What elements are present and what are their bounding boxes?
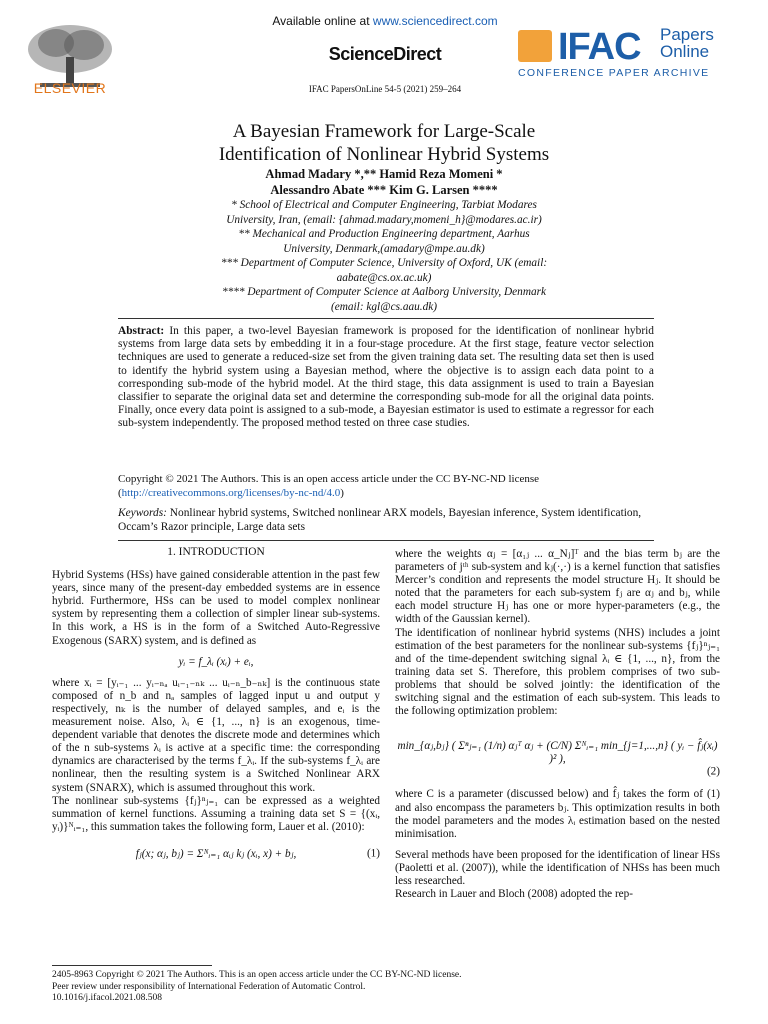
ifac-archive-caption: CONFERENCE PAPER ARCHIVE [518, 67, 710, 79]
affiliations [60, 198, 708, 314]
ifac-emblem-icon [518, 30, 552, 62]
affiliation-line: aabate@cs.ox.ac.uk) [336, 271, 432, 284]
section-title-introduction: 1. INTRODUCTION [167, 546, 265, 558]
footer [52, 970, 720, 1005]
footer-rule [52, 965, 212, 966]
copyright-notice [118, 472, 654, 500]
equation-2 [395, 740, 720, 778]
keywords-bottom-rule [118, 540, 654, 541]
keywords [118, 506, 654, 534]
copyright-line: Copyright © 2021 The Authors. This is an open access article under the CC BY-NC-ND license [118, 473, 539, 485]
keywords-text: Nonlinear hybrid systems, Switched nonlinear ARX models, Bayesian inference, System identification, Occam’s Razor principle, Large data sets [118, 507, 642, 533]
close-paren: ) [340, 487, 344, 499]
affiliation-line: University, Denmark,(amadary@mpe.au.dk) [283, 242, 485, 255]
sciencedirect-wordmark: ScienceDirect [328, 44, 442, 64]
affiliation-line: University, Iran, (email: {ahmad.madary,momeni_h}@modares.ac.ir) [226, 213, 542, 226]
footer-issn-copyright: 2405-8963 Copyright © 2021 The Authors. This is an open access article under the CC BY-NC-ND license. [52, 970, 462, 980]
paper-title [60, 120, 708, 166]
right-paragraph-1: where the weights αⱼ = [α₁ⱼ ... α_Nⱼ]ᵀ and the bias term bⱼ are the parameters of jᵗʰ sub-system and kⱼ(·,·) is a kernel function that satisfies Mercer’s condition and represents the model structure Hⱼ. It should be noted that the parameters for each sub-system fⱼ are αⱼ and bⱼ, while each model structure Hⱼ has one or more hyper-parameters (e.g., the width of the Gaussian kernel). [395, 548, 720, 626]
keywords-label: Keywords: [118, 507, 167, 519]
abstract [118, 325, 654, 431]
right-paragraph-4: Several methods have been proposed for the identification of linear HSs (Paoletti et al. (2007)), while the identification of NHSs has been much less researched. [395, 848, 720, 887]
right-paragraph-2: The identification of nonlinear hybrid systems (NHS) includes a joint estimation of the best parameters for the nonlinear sub-systems {fⱼ}ⁿⱼ₌₁ and of the time-dependent switching signal λᵢ ∈ {1, ..., n}, from the training data set S. Therefore, this problem comprises of two sub-problems that should be solved jointly: the identification of the switching signal and the estimation of each sub-system. This leads to the following optimization problem: [395, 626, 720, 718]
intro-paragraph-1: Hybrid Systems (HSs) have gained considerable attention in the past few years, since many of the present-day embedded systems are in essence hybrid. Furthermore, HSs can be used to model complex nonlinear system by representing them a collection of simpler linear sub-systems. In this work, a HS is in the form of a Switched Auto-Regressive Exogenous (SARX) system, and is defined as [52, 569, 380, 647]
left-column [52, 546, 380, 869]
right-column [395, 548, 720, 901]
ifac-online-word: Online [660, 42, 710, 61]
equation-1-number: (1) [366, 847, 380, 860]
title-line-2: Identification of Nonlinear Hybrid Systems [218, 144, 550, 165]
ifac-wordmark: IFAC [558, 26, 641, 68]
elsevier-wordmark: ELSEVIER [33, 80, 107, 96]
abstract-top-rule [118, 318, 654, 319]
abstract-text: In this paper, a two-level Bayesian framework is proposed for the identification of nonlinear hybrid systems from large data sets by embedding it in a four-stage procedure. At the first stage, feature vector selection techniques are used to generate a reduced-size set from the given training data set. The resulting data set then is used to identify the hybrid system using a Bayesian method, where the objective is to assign each data point to a corresponding sub-mode of the hybrid model. At the third stage, this data assignment is used to train a Bayesian classifier to separate the original data set and determine the corresponding sub-mode for all the original data points. Finally, once every data point is assigned to a sub-mode, a Bayesian estimator is used to estimate a regressor for each sub-system independently. The proposed method tested on three case studies. [118, 325, 654, 430]
intro-paragraph-2: where xᵢ = [yᵢ₋₁ ... yᵢ₋ₙₐ uᵢ₋₁₋ₙₖ ... uᵢ₋ₙ_b₋ₙₖ] is the continuous state composed of n_b and nₐ samples of lagged input u and output y respectively, nₖ is the number of delayed samples, and eᵢ is the measurement noise. Also, λᵢ ∈ {1, ..., n} is an exogenous, time-dependent variable that denotes the discrete mode and determines which of the n sub-systems λᵢ is active at a specific time: the corresponding dynamics are characterised by the terms f_λᵢ. If the sub-systems f_λᵢ are nonlinear, then the resulting system is a Switched Nonlinear ARX system (SNARX), which is assumed throughout this work. [52, 676, 380, 794]
authors-line-2: Alessandro Abate *** Kim G. Larsen **** [270, 183, 498, 197]
equation-1 [52, 848, 380, 861]
author-list [60, 166, 708, 198]
footer-peer-review: Peer review under responsibility of International Federation of Automatic Control. [52, 981, 366, 992]
affiliation-line: ** Mechanical and Production Engineering department, Aarhus [238, 228, 530, 240]
equation-sarx: yᵢ = f_λᵢ (xᵢ) + eᵢ, [178, 655, 254, 668]
footer-doi: 10.1016/j.ifacol.2021.08.508 [52, 993, 163, 1004]
available-online-text: Available online at [272, 14, 373, 28]
title-line-1: A Bayesian Framework for Large-Scale [232, 121, 536, 142]
license-link[interactable]: http://creativecommons.org/licenses/by-nc-nd/4.0 [121, 487, 341, 499]
equation-1-body: fⱼ(x; αⱼ, bⱼ) = Σᴺᵢ₌₁ αᵢⱼ kⱼ (xᵢ, x) + bⱼ, [135, 847, 297, 860]
authors-line-1: Ahmad Madary *,** Hamid Reza Momeni * [265, 167, 503, 181]
affiliation-line: (email: kgl@cs.aau.dk) [330, 300, 438, 313]
ifac-papers-online [660, 26, 714, 60]
intro-paragraph-3: The nonlinear sub-systems {fⱼ}ⁿⱼ₌₁ can be expressed as a weighted summation of kernel functions. Assuming a training data set S = {(xᵢ, yᵢ)}ᴺᵢ₌₁, this summation takes the following form, Lauer et al. (2010): [52, 794, 380, 833]
equation-2-number: (2) [706, 765, 720, 778]
abstract-label: Abstract: [118, 325, 165, 337]
ifac-papers-word: Papers [660, 25, 714, 44]
affiliation-line: * School of Electrical and Computer Engineering, Tarbiat Modares [231, 199, 537, 211]
equation-2-body: min_{αⱼ,bⱼ} ( Σⁿⱼ₌₁ (1/n) αⱼᵀ αⱼ + (C/N) Σᴺᵢ₌₁ min_{j=1,...,n} ( yᵢ − f̂ⱼ(xᵢ) )² ), [397, 740, 718, 766]
affiliation-line: *** Department of Computer Science, University of Oxford, UK (email: [220, 257, 548, 269]
journal-citation: IFAC PapersOnLine 54-5 (2021) 259–264 [308, 84, 462, 94]
right-paragraph-5: Research in Lauer and Bloch (2008) adopted the rep- [395, 888, 633, 901]
sciencedirect-link[interactable]: www.sciencedirect.com [372, 14, 498, 28]
available-online-line [160, 14, 610, 28]
right-paragraph-3: where C is a parameter (discussed below) and f̂ⱼ takes the form of (1) and also encompass the parameters bⱼ. This optimization results in both the model parameters and the modes λᵢ estimation based on the nested minimisation. [395, 788, 720, 840]
license-line [118, 486, 654, 500]
open-paren: ( [118, 487, 122, 499]
affiliation-line: **** Department of Computer Science at Aalborg University, Denmark [221, 286, 547, 298]
